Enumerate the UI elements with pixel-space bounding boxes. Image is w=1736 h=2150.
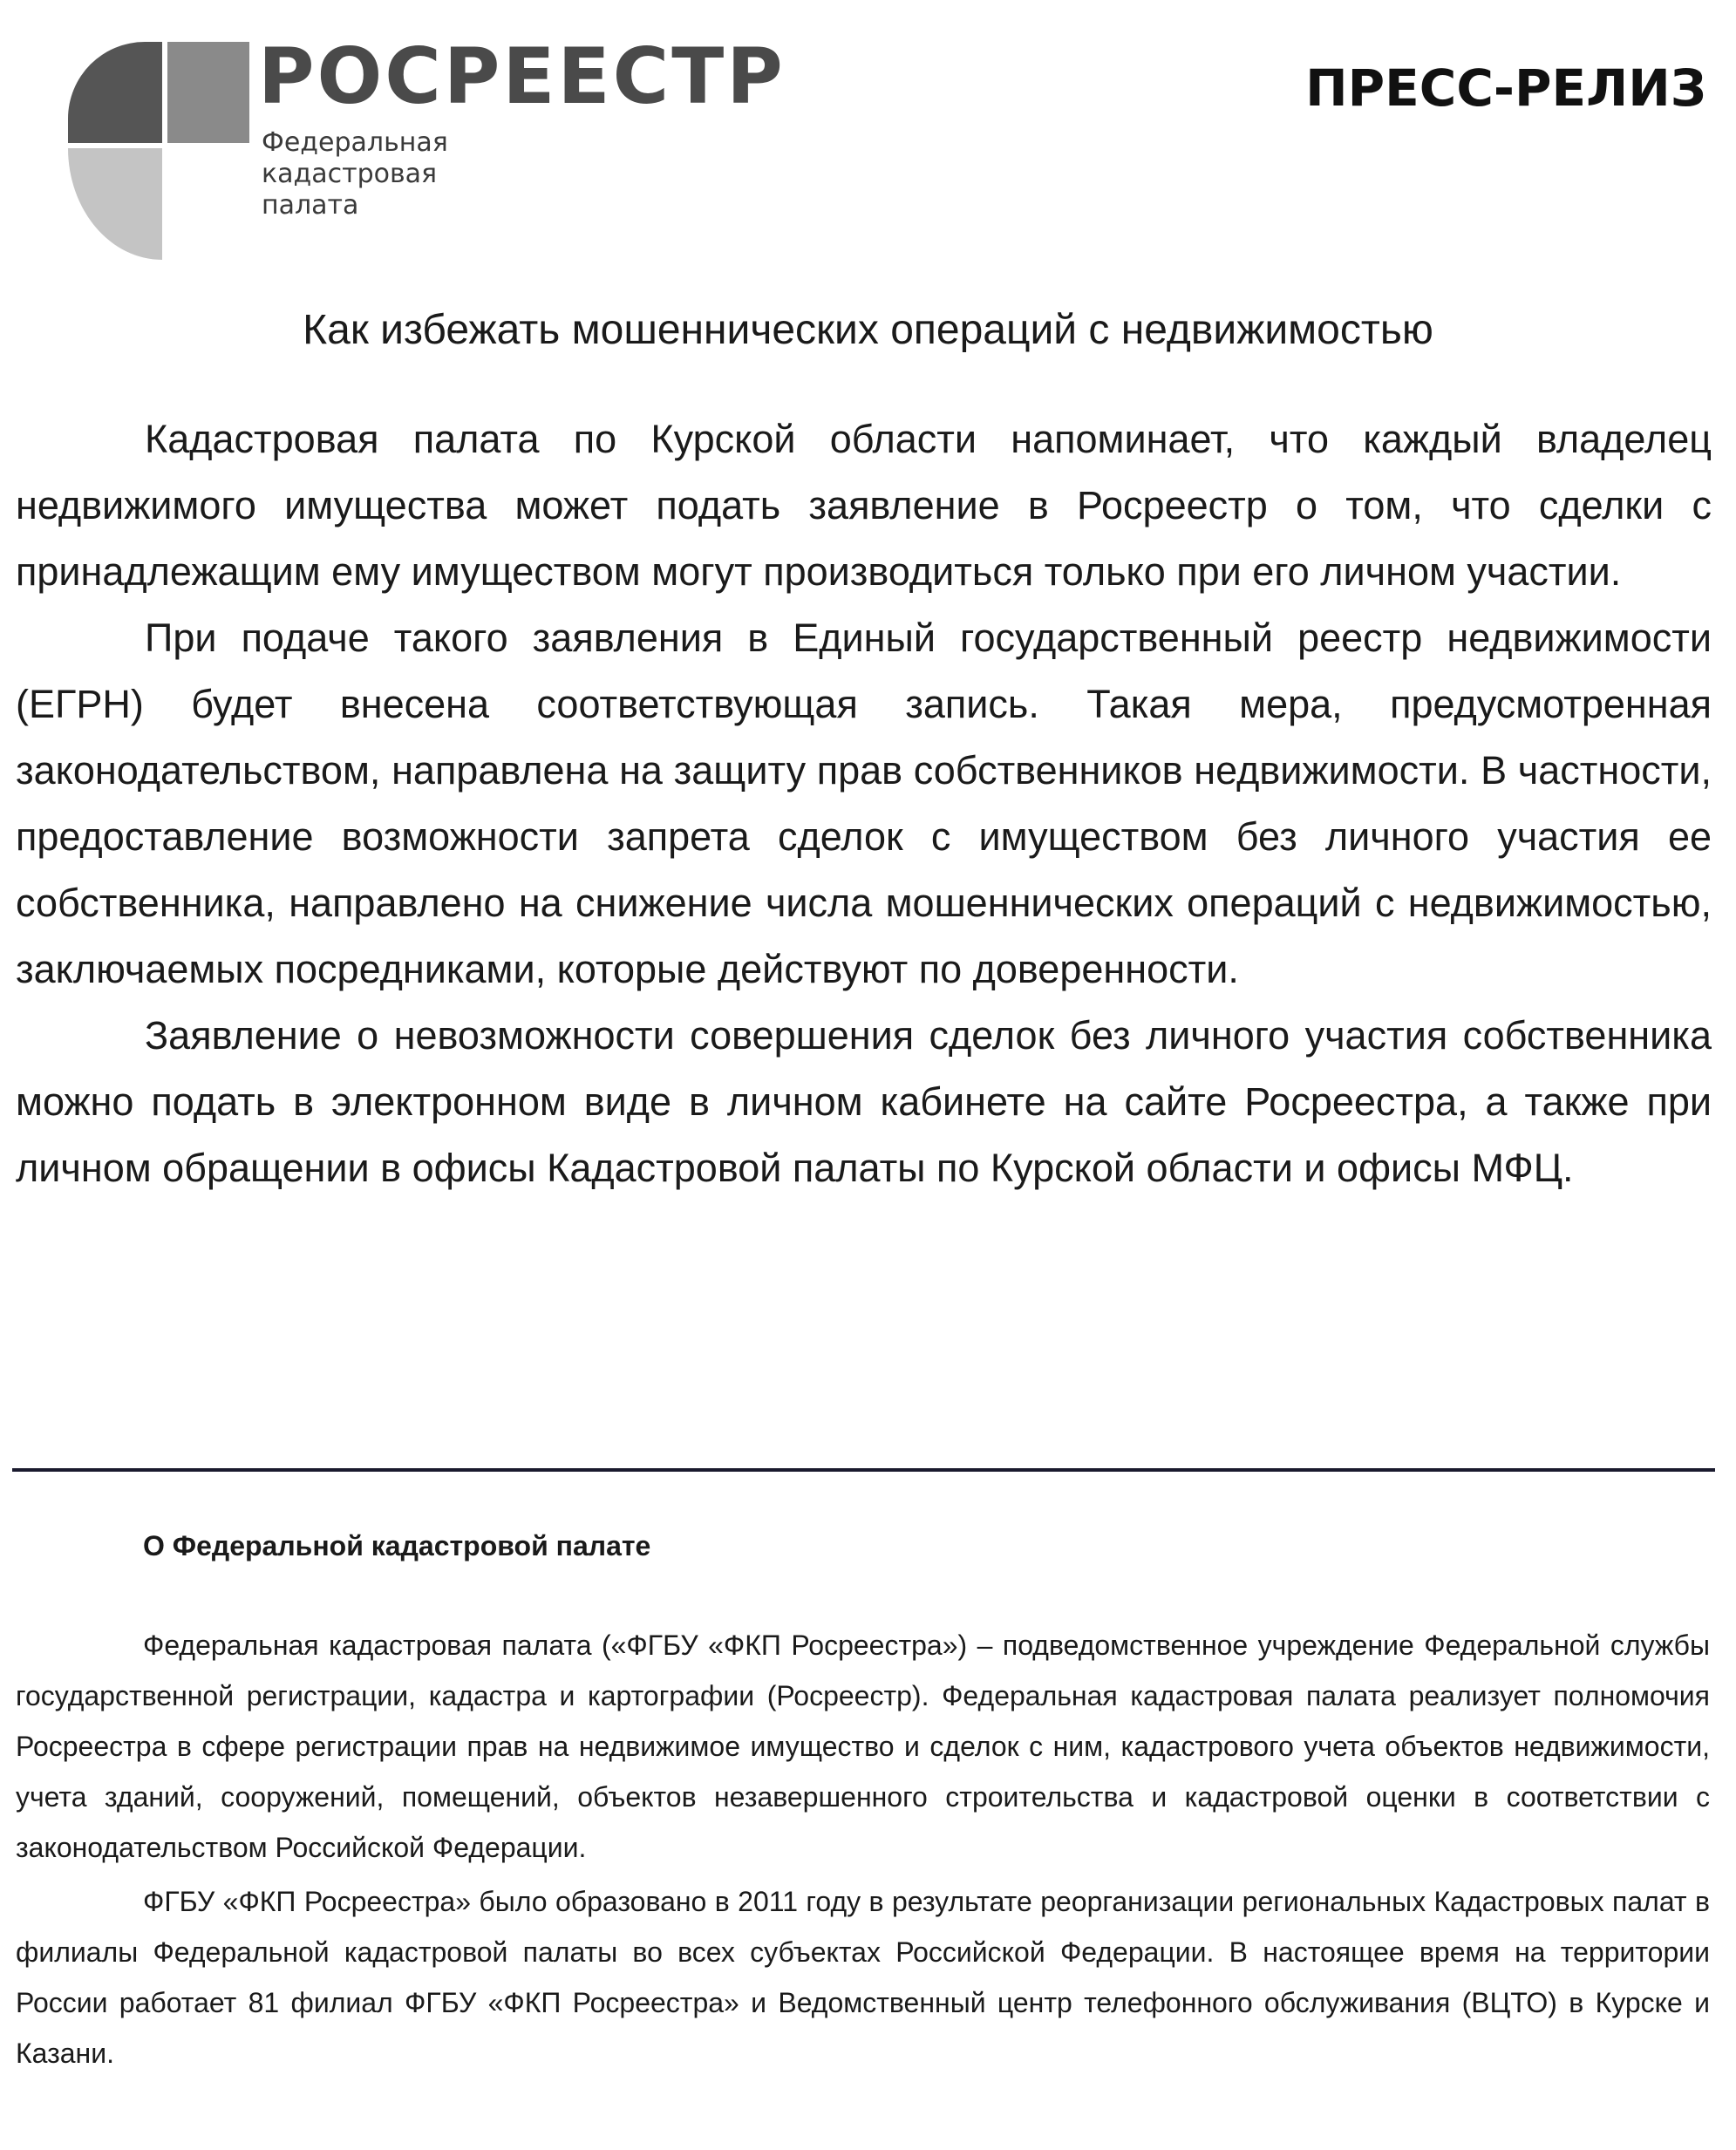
article-paragraph: Кадастровая палата по Курской области напоминает, что каждый владелец недвижимого имущества может подать заявление в Росреестр о том, что сделки с принадлежащим ему имуществом могут производиться только при его личном участии. [16,417,1712,594]
about-body [16,1620,1710,2082]
logo-subtitle-line: Федеральная [262,127,448,158]
logo-subtitle [262,127,448,221]
section-divider [12,1468,1715,1472]
about-paragraph: ФГБУ «ФКП Росреестра» было образовано в 2011 году в результате реорганизации региональных Кадастровых палат в филиалы Федеральной кадастровой палаты во всех субъектах Российской Федерации. В настоящее время на территории России работает 81 филиал ФГБУ «ФКП Росреестра» и Ведомственный центр телефонного обслуживания (ВЦТО) в Курске и Казани. [16,1886,1710,2069]
article-paragraph: Заявление о невозможности совершения сделок без личного участия собственника можно подать в электронном виде в личном кабинете на сайте Росреестра, а также при личном обращении в офисы Кадастровой палаты по Курской области и офисы МФЦ. [16,1013,1712,1190]
logo-title: РОСРЕЕСТР [258,31,786,121]
logo-subtitle-line: палата [262,190,359,221]
logo-subtitle-line: кадастровая [262,159,438,189]
rosreestr-logo [51,31,786,276]
about-paragraph: Федеральная кадастровая палата («ФГБУ «ФКП Росреестра») – подведомственное учреждение Федеральной службы государственной регистрации, кадастра и картографии (Росреестр). Федеральная кадастровая палата реализует полномочия Росреестра в сфере регистрации прав на недвижимое имущество и сделок с ним, кадастрового учета объектов недвижимости, учета зданий, сооружений, помещений, объектов незавершенного строительства и кадастровой оценки в соответствии с законодательством Российской Федерации. [16,1630,1710,1863]
about-heading: О Федеральной кадастровой палате [143,1530,651,1561]
article-body [16,406,1712,1201]
press-release-label: ПРЕСС-РЕЛИЗ [1305,58,1706,118]
rosreestr-emblem-icon [51,31,277,276]
article-title: Как избежать мошеннических операций с недвижимостью [303,307,1433,353]
article-paragraph: При подаче такого заявления в Единый государственный реестр недвижимости (ЕГРН) будет внесена соответствующая запись. Такая мера, предусмотренная законодательством, направлена на защиту прав собственников недвижимости. В частности, предоставление возможности запрета сделок с имуществом без личного участия ее собственника, направлено на снижение числа мошеннических операций с недвижимостью, заключаемых посредниками, которые действуют по доверенности. [16,616,1712,991]
